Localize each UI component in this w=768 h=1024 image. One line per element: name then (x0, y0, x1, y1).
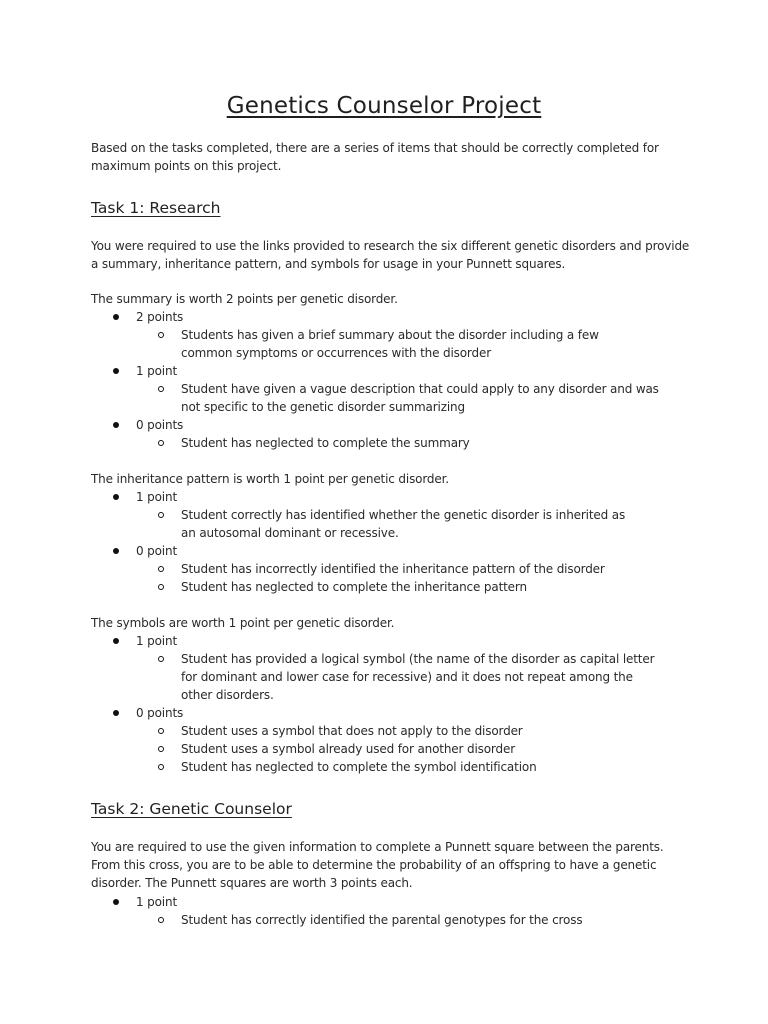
summary-item-1pt-desc: Student have given a vague description that could apply to any disorder and was not specific to the genetic disorder summarizing (181, 382, 659, 414)
bullet-icon (113, 422, 119, 428)
task2-heading: Task 2: Genetic Counselor (91, 800, 292, 818)
sub-bullet-icon (158, 656, 164, 662)
inheritance-lead: The inheritance pattern is worth 1 point per genetic disorder. (91, 472, 449, 486)
page-title: Genetics Counselor Project (226, 93, 542, 119)
inheritance-item-0pt-label: 0 point (136, 544, 178, 558)
bullet-icon (113, 548, 119, 554)
task2-item-1pt-label: 1 point (136, 895, 178, 909)
sub-bullet-icon (158, 566, 164, 572)
bullet-icon (113, 494, 119, 500)
summary-item-2pts-desc: Students has given a brief summary about the disorder including a few common symptoms or occurrences with the disorder (181, 328, 599, 360)
sub-bullet-icon (158, 584, 164, 590)
bullet-icon (113, 314, 119, 320)
sub-bullet-icon (158, 917, 164, 923)
symbols-item-0pts-desc-1: Student uses a symbol that does not apply to the disorder (181, 724, 523, 738)
bullet-icon (113, 899, 119, 905)
intro-paragraph: Based on the tasks completed, there are a series of items that should be correctly completed for maximum points on this project. (91, 141, 659, 173)
bullet-icon (113, 638, 119, 644)
task1-intro: You were required to use the links provided to research the six different genetic disorders and provide a summary, inheritance pattern, and symbols for usage in your Punnett squares. (91, 239, 690, 271)
task2-item-1pt-desc: Student has correctly identified the parental genotypes for the cross (181, 913, 583, 927)
sub-bullet-icon (158, 764, 164, 770)
task1-heading: Task 1: Research (91, 199, 221, 217)
inheritance-item-1pt-desc: Student correctly has identified whether the genetic disorder is inherited as an autosomal dominant or recessive. (181, 508, 626, 540)
symbols-item-1pt-desc: Student has provided a logical symbol (the name of the disorder as capital letter for dominant and lower case for recessive) and it does not repeat among the other disorders. (181, 652, 655, 702)
sub-bullet-icon (158, 440, 164, 446)
symbols-item-0pts-desc-3: Student has neglected to complete the symbol identification (181, 760, 537, 774)
sub-bullet-icon (158, 386, 164, 392)
summary-item-0pts-label: 0 points (136, 418, 184, 432)
summary-lead: The summary is worth 2 points per genetic disorder. (91, 292, 398, 306)
sub-bullet-icon (158, 746, 164, 752)
summary-item-2pts-label: 2 points (136, 310, 184, 324)
symbols-item-0pts-label: 0 points (136, 706, 184, 720)
task2-intro: You are required to use the given information to complete a Punnett square between the parents. From this cross, you are to be able to determine the probability of an offspring to have a genetic disorder. The Punnett squares are worth 3 points each. (91, 840, 664, 890)
sub-bullet-icon (158, 512, 164, 518)
inheritance-item-0pt-desc-2: Student has neglected to complete the inheritance pattern (181, 580, 527, 594)
sub-bullet-icon (158, 332, 164, 338)
summary-item-0pts-desc: Student has neglected to complete the summary (181, 436, 470, 450)
symbols-lead: The symbols are worth 1 point per genetic disorder. (91, 616, 395, 630)
symbols-item-0pts-desc-2: Student uses a symbol already used for another disorder (181, 742, 515, 756)
inheritance-item-0pt-desc-1: Student has incorrectly identified the inheritance pattern of the disorder (181, 562, 605, 576)
sub-bullet-icon (158, 728, 164, 734)
inheritance-item-1pt-label: 1 point (136, 490, 178, 504)
symbols-item-1pt-label: 1 point (136, 634, 178, 648)
bullet-icon (113, 368, 119, 374)
bullet-icon (113, 710, 119, 716)
summary-item-1pt-label: 1 point (136, 364, 178, 378)
